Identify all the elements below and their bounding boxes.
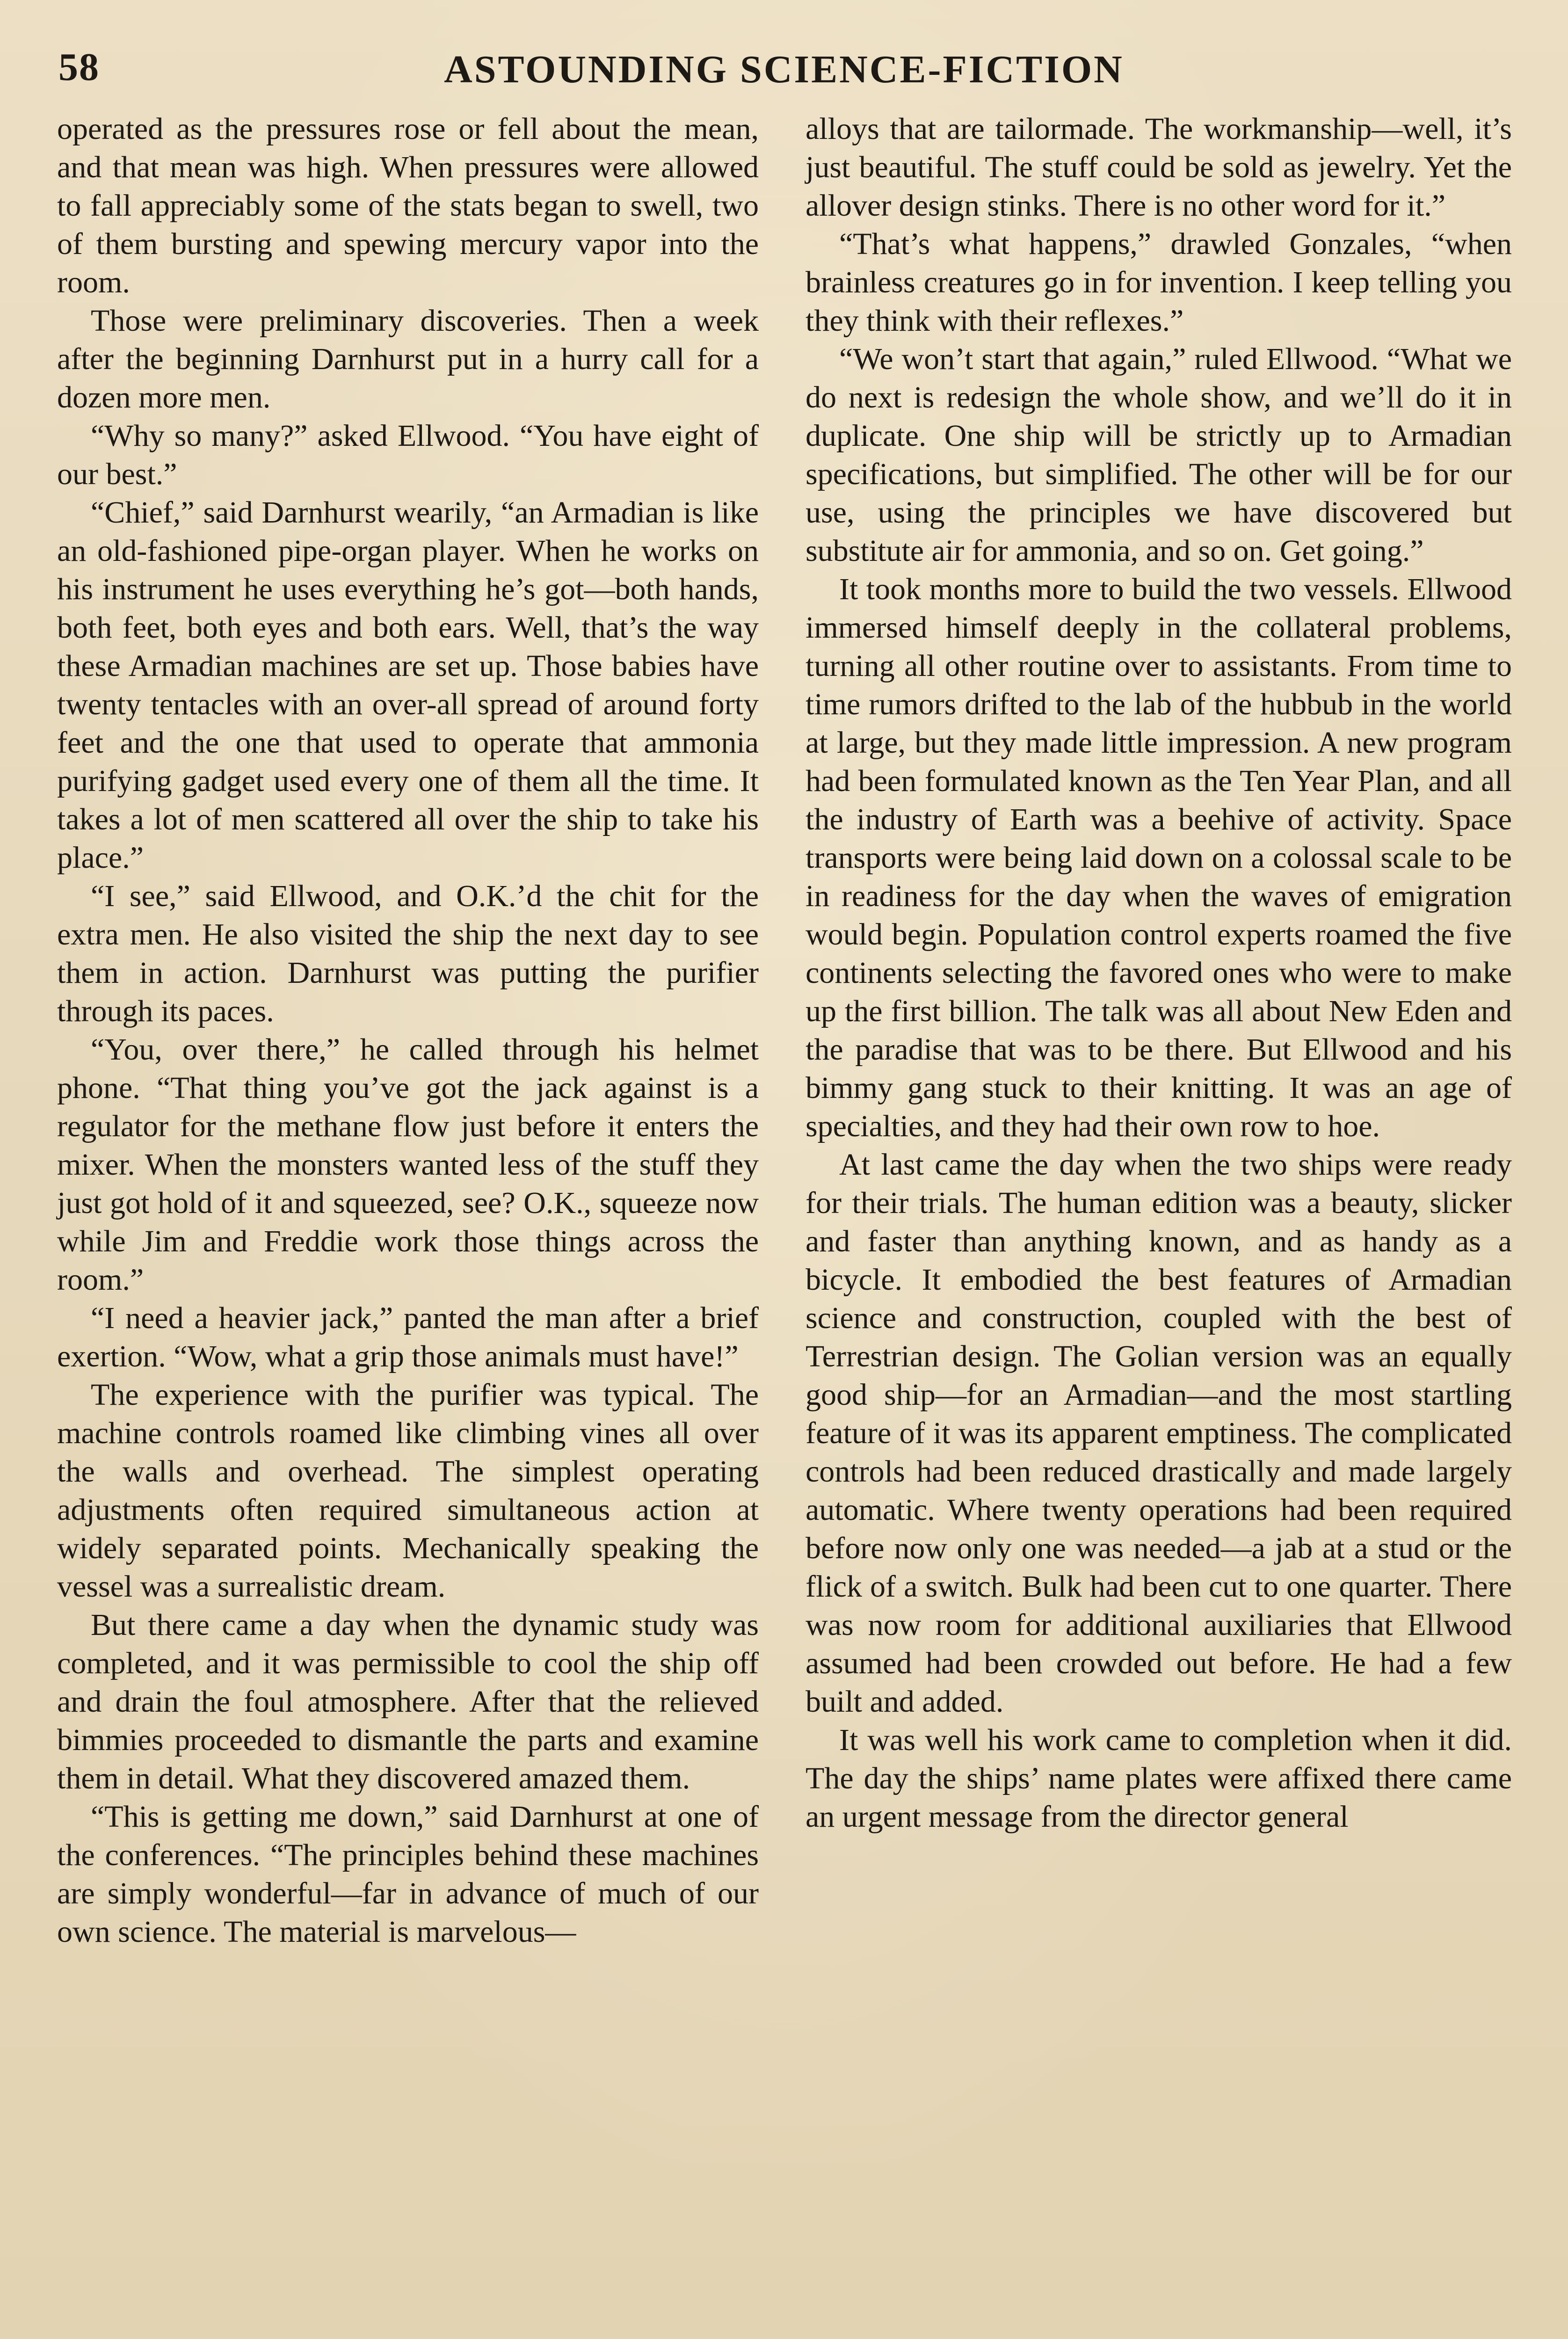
paragraph: “Chief,” said Darnhurst wearily, “an Armadian is like an old-fashioned pipe-organ player. When he works on his instrument he uses everything he’s got—both hands, both feet, both eyes and both ears. Well, that’s the way these Armadian machines are set up. Those babies have twenty tentacles with an over-all spread of around forty feet and the one that used to operate that ammonia purifying gadget used every one of them all the time. It takes a lot of men scattered all over the ship to take his place.” [57,495,759,875]
paragraph: But there came a day when the dynamic study was completed, and it was permissible to cool the ship off and drain the foul atmosphere. After that the relieved bimmies proceeded to dismantle the parts and examine them in detail. What they discovered amazed them. [57,1608,759,1795]
paragraph: The experience with the purifier was typical. The machine controls roamed like climbing vines all over the walls and overhead. The simplest operating adjustments often required simultaneous action at widely separated points. Mechanically speaking the vessel was a surrealistic dream. [57,1378,759,1604]
right-text-column [806,110,1512,1836]
paragraph: “I see,” said Ellwood, and O.K.’d the chit for the extra men. He also visited the ship the next day to see them in action. Darnhurst was putting the purifier through its paces. [57,879,759,1028]
paragraph: operated as the pressures rose or fell about the mean, and that mean was high. When pressures were allowed to fall appreciably some of the stats began to swell, two of them bursting and spewing mercury vapor into the room. [57,112,759,299]
paragraph: “I need a heavier jack,” panted the man after a brief exertion. “Wow, what a grip those animals must have!” [57,1301,759,1373]
paragraph: It took months more to build the two vessels. Ellwood immersed himself deeply in the collateral problems, turning all other routine over to assistants. From time to time rumors drifted to the lab of the hubbub in the world at large, but they made little impression. A new program had been formulated known as the Ten Year Plan, and all the industry of Earth was a beehive of activity. Space transports were being laid down on a colossal scale to be in readiness for the day when the waves of emigration would begin. Population control experts roamed the five continents selecting the favored ones who were to make up the first billion. The talk was all about New Eden and the paradise that was to be there. But Ellwood and his bimmy gang stuck to their knitting. It was an age of specialties, and they had their own row to hoe. [806,572,1512,1143]
paragraph: It was well his work came to completion when it did. The day the ships’ name plates were affixed there came an urgent message from the director general [806,1723,1512,1834]
paragraph: alloys that are tailormade. The workmanship—well, it’s just beautiful. The stuff could be sold as jewelry. Yet the allover design stinks. There is no other word for it.” [806,112,1512,223]
paragraph: “Why so many?” asked Ellwood. “You have eight of our best.” [57,419,759,491]
paragraph: At last came the day when the two ships were ready for their trials. The human edition was a beauty, slicker and faster than anything known, and as handy as a bicycle. It embodied the best features of Armadian science and construction, coupled with the best of Terrestrian design. The Golian version was an equally good ship—for an Armadian—and the most startling feature of it was its apparent emptiness. The complicated controls had been reduced drastically and made largely automatic. Where twenty operations had been required before now only one was needed—a jab at a stud or the flick of a switch. Bulk had been cut to one quarter. There was now room for additional auxiliaries that Ellwood assumed had been crowded out before. He had a few built and added. [806,1148,1512,1719]
paragraph: “We won’t start that again,” ruled Ellwood. “What we do next is redesign the whole show, and we’ll do it in duplicate. One ship will be strictly up to Armadian specifications, but simplified. The other will be for our use, using the principles we have discovered but substitute air for ammonia, and so on. Get going.” [806,342,1512,568]
running-head-title: ASTOUNDING SCIENCE-FICTION [444,48,1124,91]
page-number: 58 [58,45,100,89]
paragraph: “That’s what happens,” drawled Gonzales, “when brainless creatures go in for invention. I keep telling you they think with their reflexes.” [806,227,1512,338]
left-text-column [57,110,759,1951]
paragraph: Those were preliminary discoveries. Then a week after the beginning Darnhurst put in a hurry call for a dozen more men. [57,304,759,414]
paragraph: “This is getting me down,” said Darnhurst at one of the conferences. “The principles behind these machines are simply wonderful—far in advance of much of our own science. The material is marvelous— [57,1800,759,1949]
paragraph: “You, over there,” he called through his helmet phone. “That thing you’ve got the jack against is a regulator for the methane flow just before it enters the mixer. When the monsters wanted less of the stuff they just got hold of it and squeezed, see? O.K., squeeze now while Jim and Freddie work those things across the room.” [57,1032,759,1297]
